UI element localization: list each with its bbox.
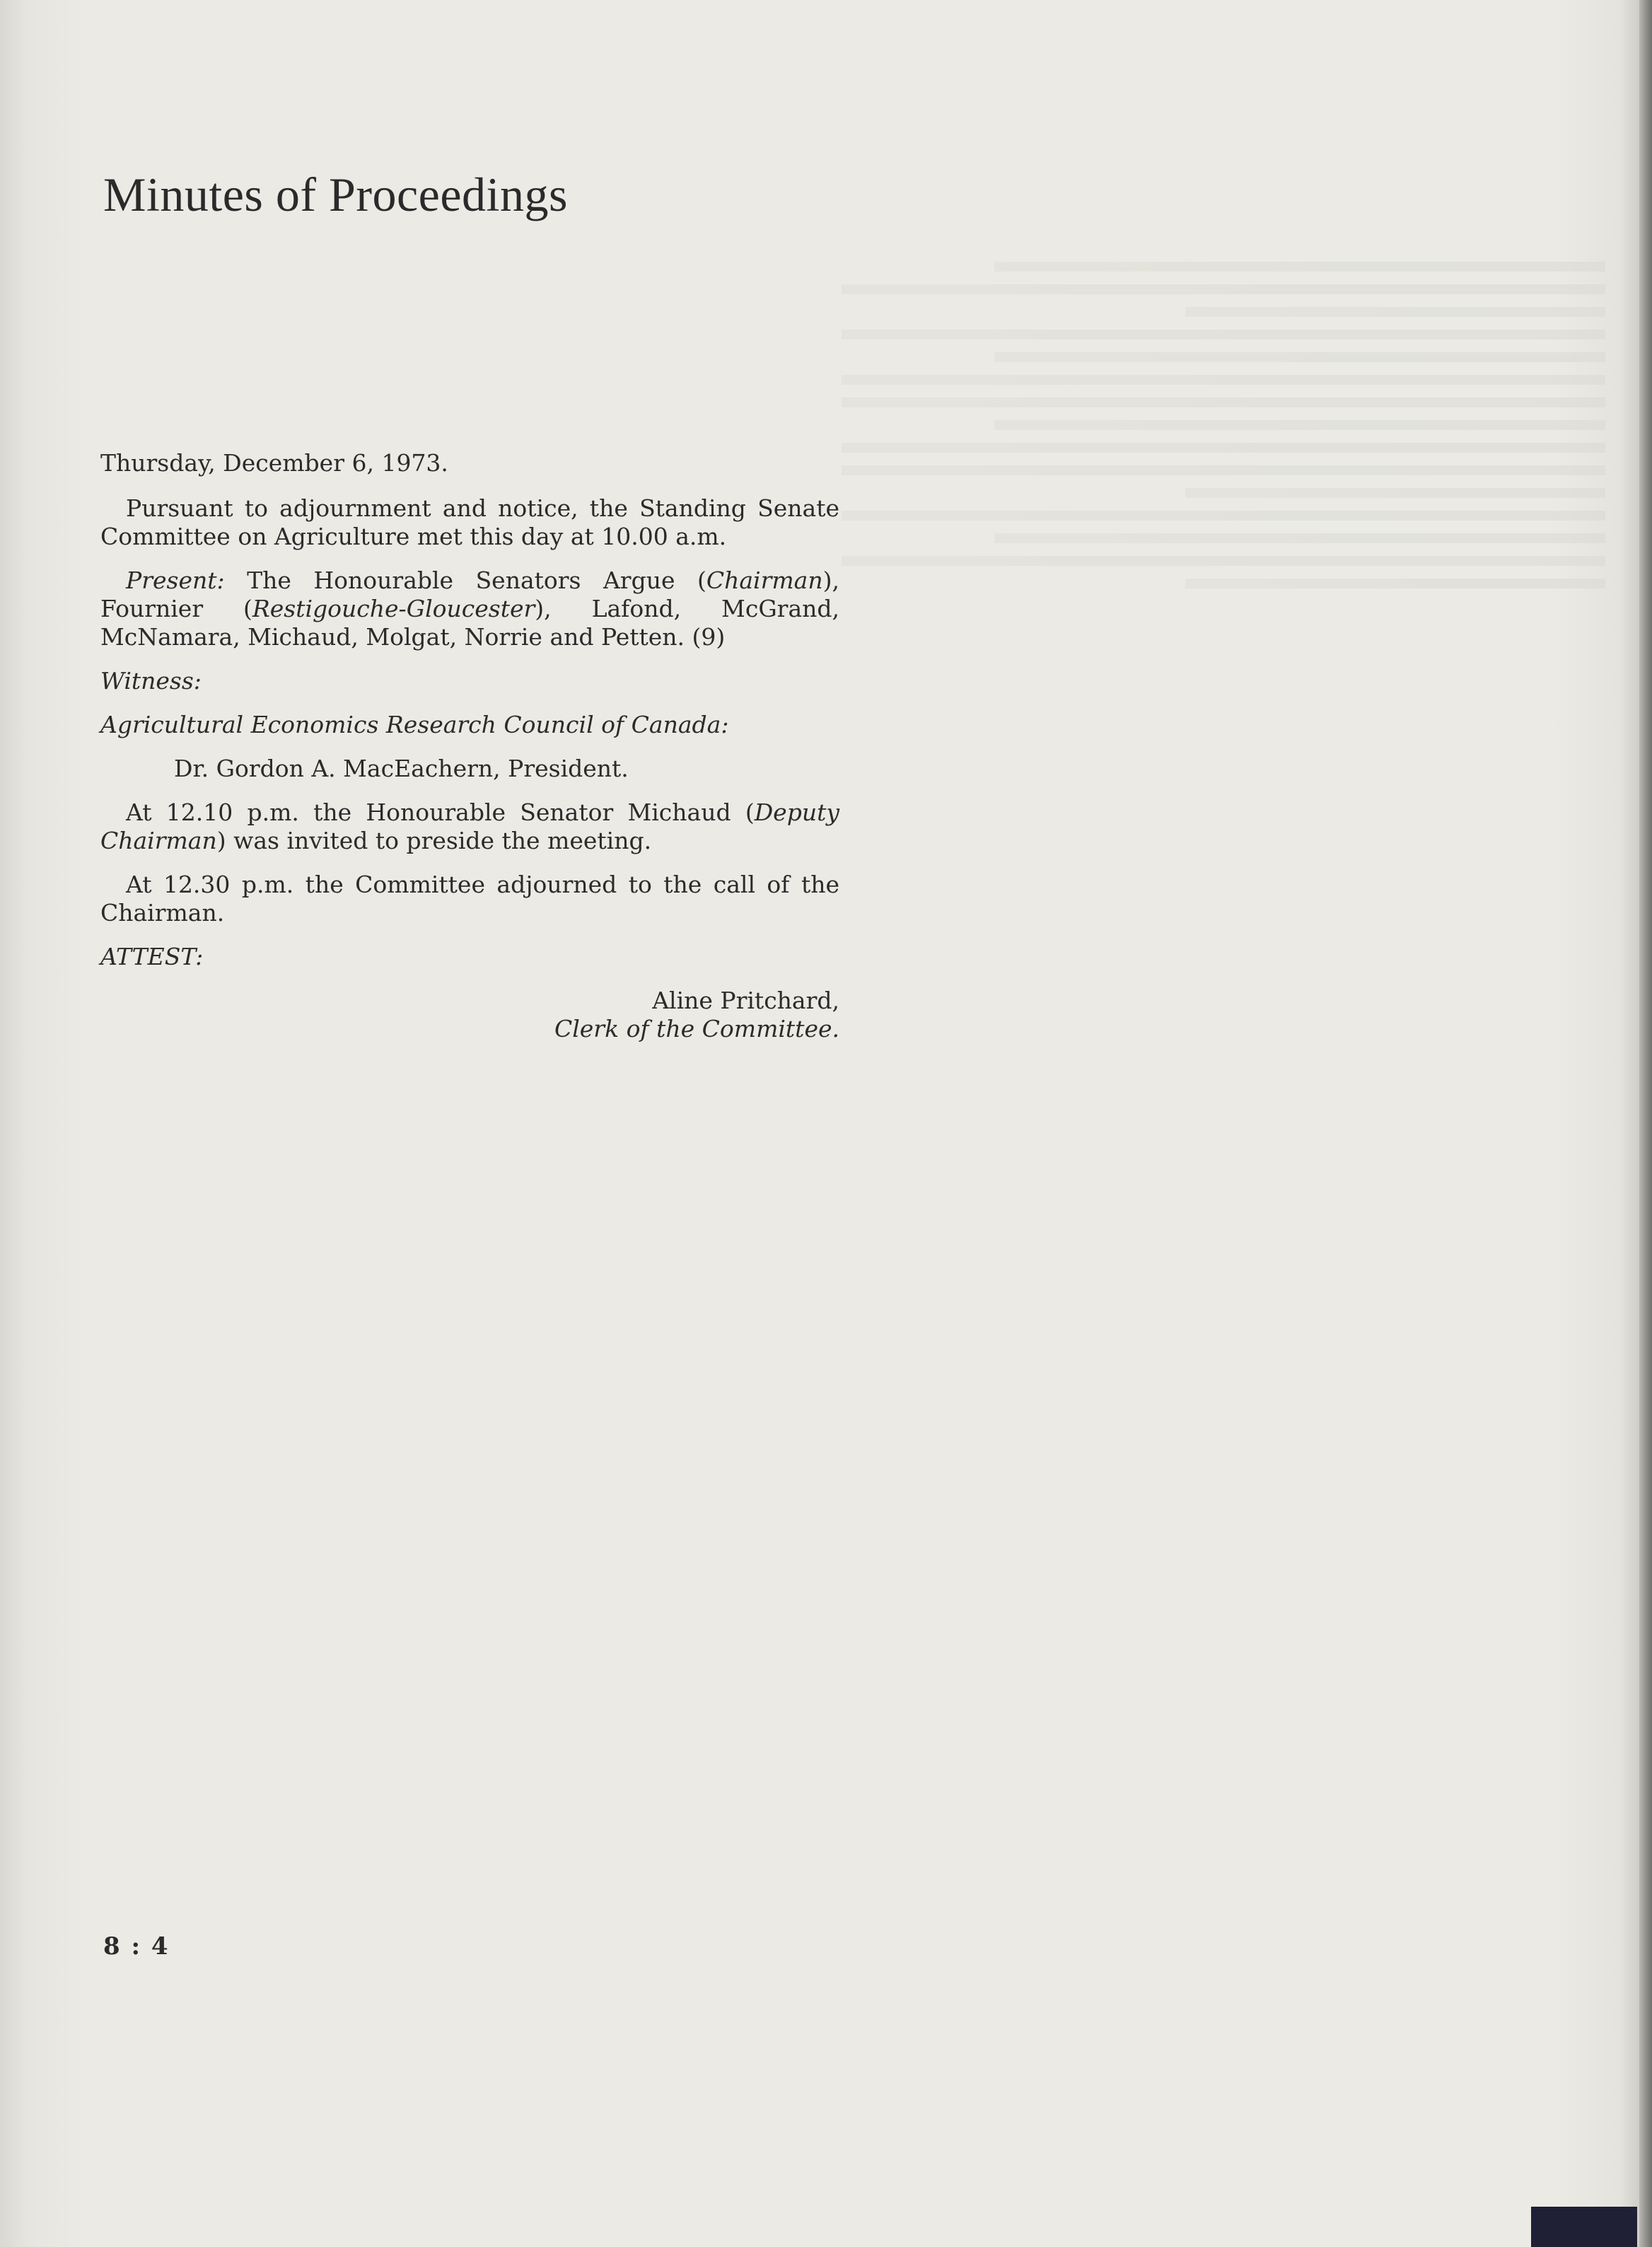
- deputy-role: Deputy Chairman: [100, 799, 839, 854]
- adjournment-paragraph: At 12.30 p.m. the Committee adjourned to the call of the Chairman.: [100, 871, 839, 927]
- present-text-3: ), Lafond, McGrand, McNamara, Michaud, Molgat, Norrie and Petten. (9): [100, 595, 839, 651]
- attest-label: ATTEST:: [100, 943, 204, 970]
- deputy-paragraph: [100, 799, 839, 855]
- witness-label: Witness:: [100, 667, 202, 695]
- present-label: Present:: [126, 567, 225, 594]
- deputy-text-1: At 12.10 p.m. the Honourable Senator Michaud (: [126, 799, 755, 826]
- present-text-2: ), Fournier (: [100, 567, 839, 622]
- meeting-date: Thursday, December 6, 1973.: [100, 449, 448, 477]
- binding-edge: [1639, 0, 1652, 2247]
- minutes-body: [100, 449, 839, 1043]
- organization-name: Agricultural Economics Research Council of Canada:: [100, 711, 729, 738]
- clerk-name: Aline Pritchard,: [652, 987, 839, 1014]
- chairman-role: Chairman: [706, 567, 823, 594]
- riding-name: Restigouche-Gloucester: [252, 595, 535, 622]
- witness-name: Dr. Gordon A. MacEachern, President.: [174, 755, 629, 782]
- deputy-text-2: ) was invited to preside the meeting.: [216, 827, 652, 854]
- present-text-1: The Honourable Senators Argue (: [247, 567, 706, 594]
- corner-mark: [1531, 2207, 1637, 2247]
- present-paragraph: [100, 567, 839, 651]
- opening-paragraph: Pursuant to adjournment and notice, the Standing Senate Committee on Agriculture met this day at 10.00 a.m.: [100, 494, 839, 550]
- clerk-title: Clerk of the Committee.: [554, 1015, 839, 1043]
- page-title: Minutes of Proceedings: [103, 168, 568, 221]
- page-folio: 8 : 4: [103, 1932, 170, 1961]
